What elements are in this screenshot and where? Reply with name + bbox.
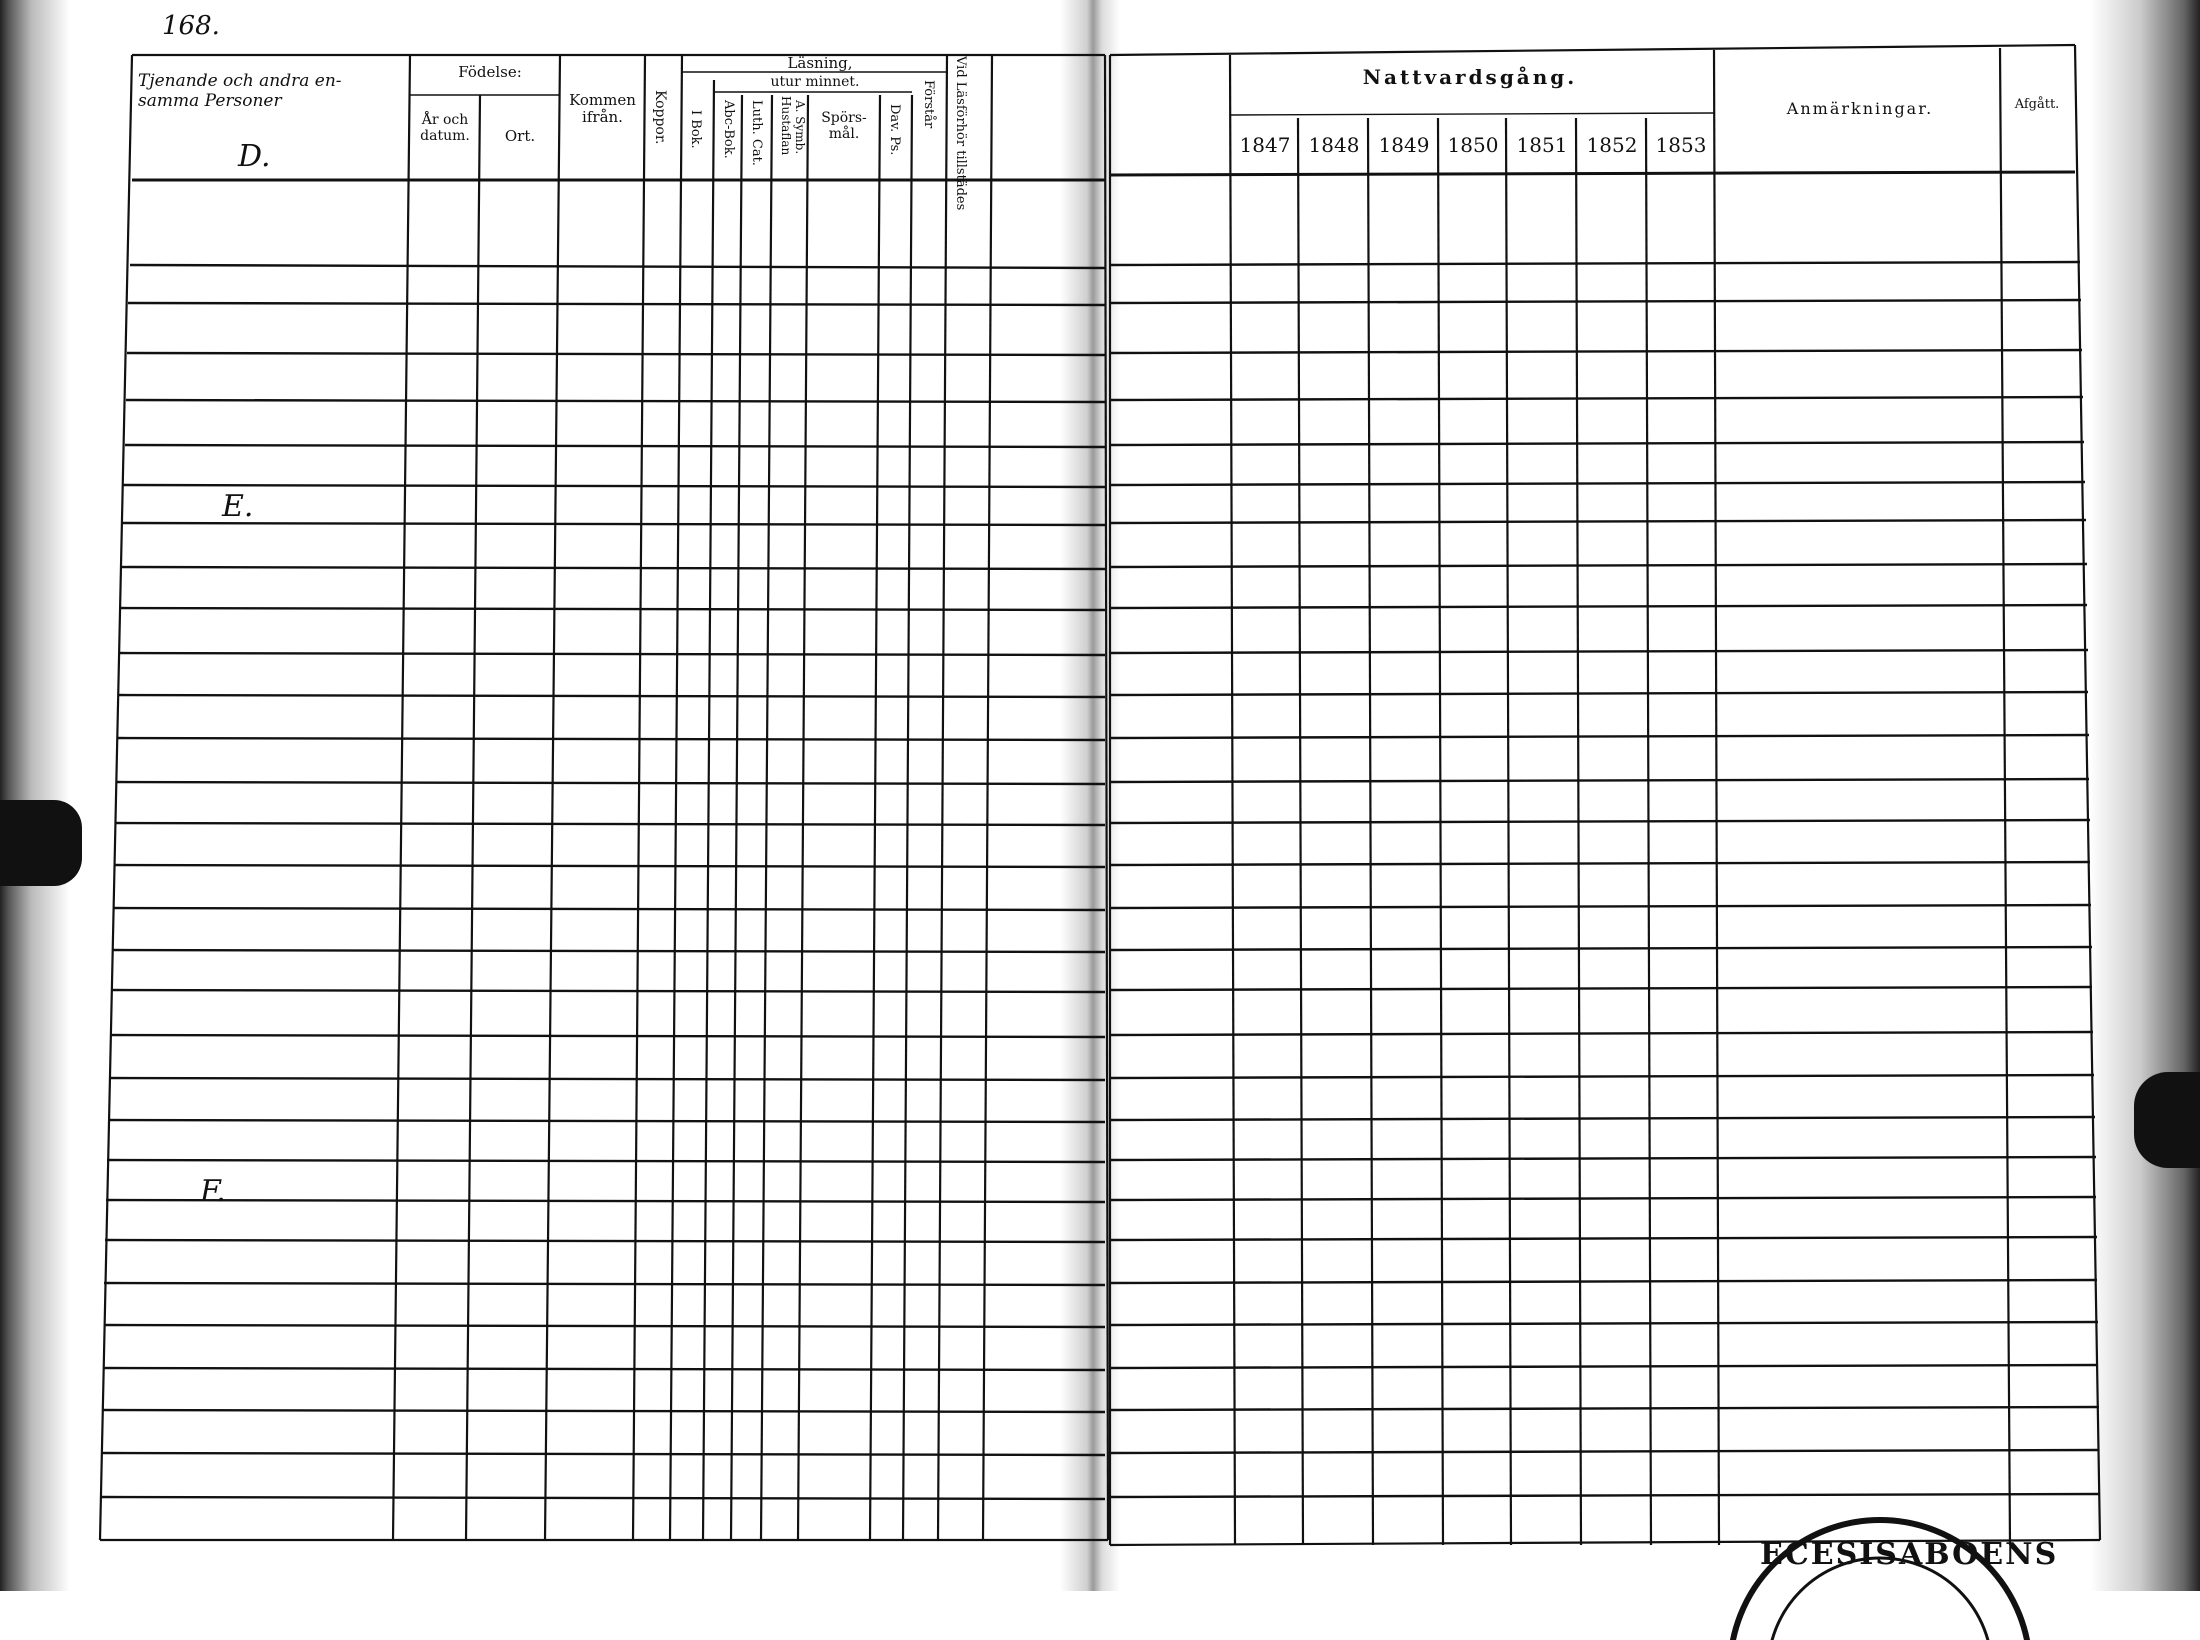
section-letter-f: F. (200, 1174, 226, 1209)
year-col-1847: 1847 (1239, 133, 1291, 157)
reading-header: Läsning, (787, 54, 853, 72)
year-col-1848: 1848 (1308, 133, 1360, 157)
page-number: 168. (162, 11, 220, 41)
year-col-1850: 1850 (1447, 133, 1499, 157)
house-table-header: Hustaflan (778, 96, 793, 156)
year-col-1851: 1851 (1516, 133, 1568, 157)
remarks-header: Anmärkningar. (1786, 99, 1934, 118)
year-date-header: År och datum. (420, 112, 470, 145)
place-header: Ort. (504, 127, 536, 145)
archive-stamp-text: ECESISABOENS (1760, 1537, 2059, 1572)
year-col-1852: 1852 (1586, 133, 1638, 157)
symb-header: A. Symb. (792, 100, 807, 155)
questions-header: Spörs- mål. (821, 110, 867, 143)
communion-header: Nattvardsgång. (1362, 65, 1578, 89)
year-col-1853: 1853 (1655, 133, 1707, 157)
servants-column-header: Tjenande och andra en- samma Personer (138, 71, 342, 111)
understands-header: Förstår (920, 80, 936, 129)
dav-ps-header: Dav. Ps. (886, 104, 902, 156)
birth-header: Födelse: (458, 63, 522, 81)
abc-book-header: Abc-Bok. (720, 100, 736, 159)
hearing-attendance-header: Vid Läsförhör tillstädes (952, 56, 968, 211)
luth-cat-header: Luth. Cat. (748, 100, 764, 166)
section-letter-e: E. (222, 489, 254, 524)
year-col-1849: 1849 (1378, 133, 1430, 157)
pox-header: Koppor. (652, 90, 669, 145)
from-header: Kommen ifrån. (569, 91, 636, 127)
section-letter-d: D. (238, 139, 271, 174)
book-header: I Bok. (687, 110, 703, 149)
by-heart-header: utur minnet. (770, 74, 860, 90)
moved-out-header: Afgått. (2014, 97, 2060, 112)
